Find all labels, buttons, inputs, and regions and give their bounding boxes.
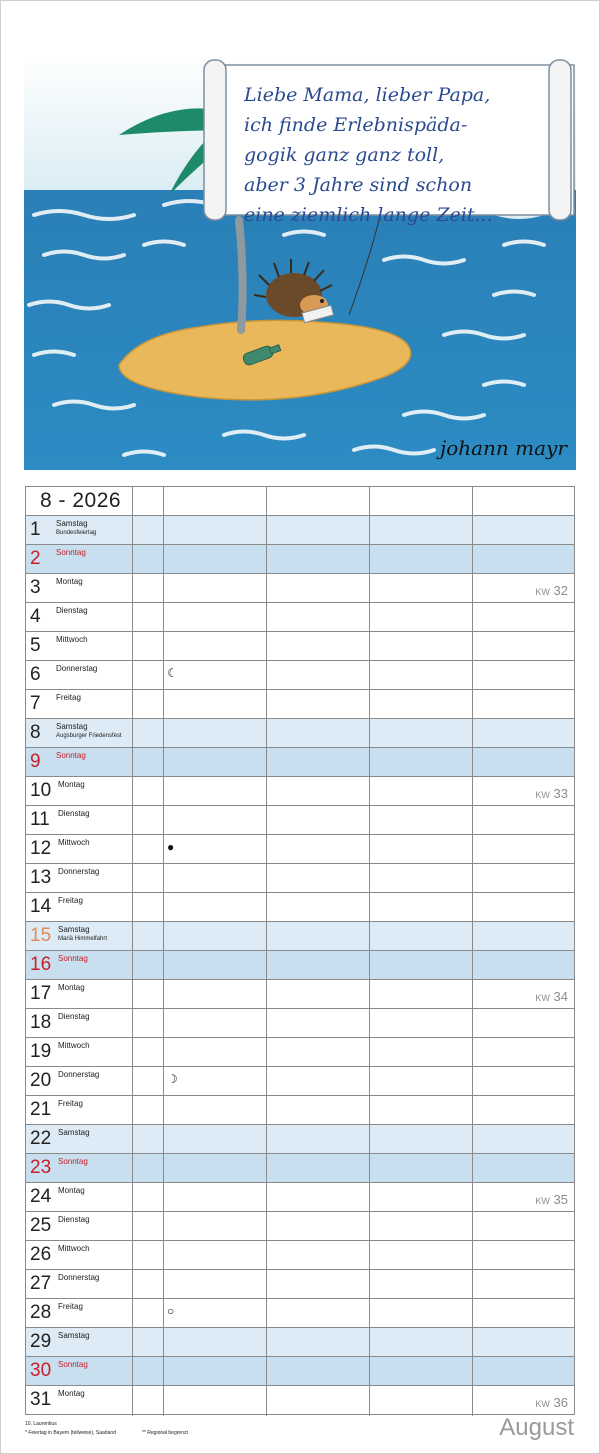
column-divider — [266, 486, 267, 1416]
footnote-line: 10. Laurentius — [25, 1421, 57, 1427]
day-row[interactable] — [25, 1241, 575, 1270]
calendar-week-label — [535, 1192, 568, 1207]
weekday-name: Dienstag — [58, 1215, 90, 1224]
artist-signature: johann mayr — [440, 436, 567, 460]
day-number: 3 — [30, 577, 41, 598]
day-row[interactable] — [25, 1183, 575, 1212]
day-number: 28 — [30, 1302, 52, 1323]
calendar-grid — [25, 486, 575, 1416]
month-year-title: 8 - 2026 — [40, 489, 122, 512]
day-row[interactable] — [25, 777, 575, 806]
moon-phase-icon: ☾ — [167, 666, 178, 680]
column-divider — [472, 486, 473, 1416]
weekday-name: Montag — [58, 1186, 85, 1195]
day-number: 15 — [30, 925, 52, 946]
moon-phase-icon: ○ — [167, 1304, 175, 1318]
day-row[interactable] — [25, 719, 575, 748]
day-number: 31 — [30, 1389, 52, 1410]
weekday-name: Donnerstag — [58, 1273, 100, 1282]
weekday-name: Dienstag — [56, 606, 88, 615]
weekday-name: Sonntag — [58, 1360, 88, 1369]
weekday-name: Montag — [58, 983, 85, 992]
day-number: 24 — [30, 1186, 52, 1207]
column-divider — [132, 486, 133, 1416]
column-divider — [163, 486, 164, 1416]
day-row[interactable] — [25, 1038, 575, 1067]
day-number: 1 — [30, 519, 41, 540]
speech-line: eine ziemlich lange Zeit... — [244, 204, 493, 226]
speech-line: gogik ganz ganz toll, — [244, 144, 445, 166]
day-row[interactable] — [25, 951, 575, 980]
day-number: 8 — [30, 722, 41, 743]
day-number: 17 — [30, 983, 52, 1004]
weekday-name: Donnerstag — [58, 867, 100, 876]
day-row[interactable] — [25, 1125, 575, 1154]
day-row[interactable] — [25, 1212, 575, 1241]
footnote-line: ** Regional begrenzt — [142, 1430, 188, 1436]
weekday-name: Samstag — [58, 925, 90, 934]
day-number: 14 — [30, 896, 52, 917]
day-row[interactable] — [25, 806, 575, 835]
day-number: 26 — [30, 1244, 52, 1265]
holiday-note: Bundesfeiertag — [56, 530, 97, 536]
weekday-name: Montag — [58, 780, 85, 789]
day-row[interactable] — [25, 922, 575, 951]
day-row[interactable] — [25, 893, 575, 922]
day-row[interactable] — [25, 661, 575, 690]
speech-line: aber 3 Jahre sind schon — [244, 174, 473, 196]
day-number: 5 — [30, 635, 41, 656]
day-number: 23 — [30, 1157, 52, 1178]
day-number: 30 — [30, 1360, 52, 1381]
day-row[interactable] — [25, 1270, 575, 1299]
day-row[interactable] — [25, 1096, 575, 1125]
weekday-name: Mittwoch — [58, 1244, 90, 1253]
calendar-week-label — [535, 786, 568, 801]
day-number: 10 — [30, 780, 52, 801]
day-number: 2 — [30, 548, 41, 569]
calendar-week-number: 34 — [553, 989, 568, 1004]
weekday-name: Dienstag — [58, 1012, 90, 1021]
moon-phase-icon: ☽ — [167, 1072, 178, 1086]
weekday-name: Samstag — [56, 519, 88, 528]
day-row[interactable] — [25, 603, 575, 632]
month-name: August — [499, 1414, 574, 1441]
day-row[interactable] — [25, 980, 575, 1009]
speech-line: ich finde Erlebnispäda- — [244, 114, 468, 136]
calendar-week-prefix: KW — [535, 587, 550, 597]
day-row[interactable] — [25, 1154, 575, 1183]
column-divider — [369, 486, 370, 1416]
day-number: 6 — [30, 664, 41, 685]
weekday-name: Mittwoch — [58, 838, 90, 847]
calendar-week-prefix: KW — [535, 790, 550, 800]
day-number: 9 — [30, 751, 41, 772]
calendar-week-label — [535, 583, 568, 598]
weekday-name: Sonntag — [58, 954, 88, 963]
day-number: 13 — [30, 867, 52, 888]
weekday-name: Freitag — [58, 1302, 83, 1311]
speech-scroll-text — [244, 80, 544, 230]
day-number: 22 — [30, 1128, 52, 1149]
weekday-name: Mittwoch — [58, 1041, 90, 1050]
day-row[interactable] — [25, 690, 575, 719]
weekday-name: Sonntag — [56, 548, 86, 557]
footnote-line: * Feiertag in Bayern (teilweise), Saarland — [25, 1430, 116, 1436]
calendar-week-number: 36 — [553, 1395, 568, 1410]
weekday-name: Sonntag — [56, 751, 86, 760]
day-row[interactable] — [25, 1067, 575, 1096]
calendar-week-label — [535, 1395, 568, 1410]
day-row[interactable] — [25, 1009, 575, 1038]
weekday-name: Freitag — [56, 693, 81, 702]
day-row[interactable] — [25, 835, 575, 864]
day-row[interactable] — [25, 864, 575, 893]
calendar-week-number: 32 — [553, 583, 568, 598]
day-number: 11 — [30, 809, 50, 830]
calendar-week-number: 33 — [553, 786, 568, 801]
day-number: 12 — [30, 838, 52, 859]
day-row[interactable] — [25, 748, 575, 777]
weekday-name: Donnerstag — [58, 1070, 100, 1079]
day-row[interactable] — [25, 516, 575, 545]
calendar-week-number: 35 — [553, 1192, 568, 1207]
holiday-note: Mariä Himmelfahrt — [58, 936, 108, 942]
day-row[interactable] — [25, 1328, 575, 1357]
holiday-note: Augsburger Friedensfest — [56, 733, 122, 739]
calendar-week-label — [535, 989, 568, 1004]
day-number: 27 — [30, 1273, 52, 1294]
day-row[interactable] — [25, 574, 575, 603]
day-row[interactable] — [25, 632, 575, 661]
day-number: 18 — [30, 1012, 52, 1033]
calendar-week-prefix: KW — [535, 993, 550, 1003]
calendar-week-prefix: KW — [535, 1399, 550, 1409]
day-number: 7 — [30, 693, 41, 714]
day-number: 29 — [30, 1331, 52, 1352]
day-number: 16 — [30, 954, 52, 975]
day-row[interactable] — [25, 1357, 575, 1386]
weekday-name: Montag — [56, 577, 83, 586]
day-row[interactable] — [25, 1386, 575, 1415]
weekday-name: Donnerstag — [56, 664, 98, 673]
weekday-name: Freitag — [58, 1099, 83, 1108]
weekday-name: Dienstag — [58, 809, 90, 818]
calendar-header — [25, 486, 575, 516]
weekday-name: Samstag — [58, 1331, 90, 1340]
day-number: 21 — [30, 1099, 52, 1120]
weekday-name: Sonntag — [58, 1157, 88, 1166]
calendar-week-prefix: KW — [535, 1196, 550, 1206]
weekday-name: Freitag — [58, 896, 83, 905]
weekday-name: Samstag — [56, 722, 88, 731]
weekday-name: Samstag — [58, 1128, 90, 1137]
weekday-name: Mittwoch — [56, 635, 88, 644]
day-number: 4 — [30, 606, 41, 627]
day-row[interactable] — [25, 545, 575, 574]
day-row[interactable] — [25, 1299, 575, 1328]
day-number: 19 — [30, 1041, 52, 1062]
speech-line: Liebe Mama, lieber Papa, — [244, 84, 491, 106]
day-number: 25 — [30, 1215, 52, 1236]
day-rows — [25, 516, 575, 1415]
weekday-name: Montag — [58, 1389, 85, 1398]
moon-phase-icon: ● — [167, 840, 175, 854]
day-number: 20 — [30, 1070, 52, 1091]
